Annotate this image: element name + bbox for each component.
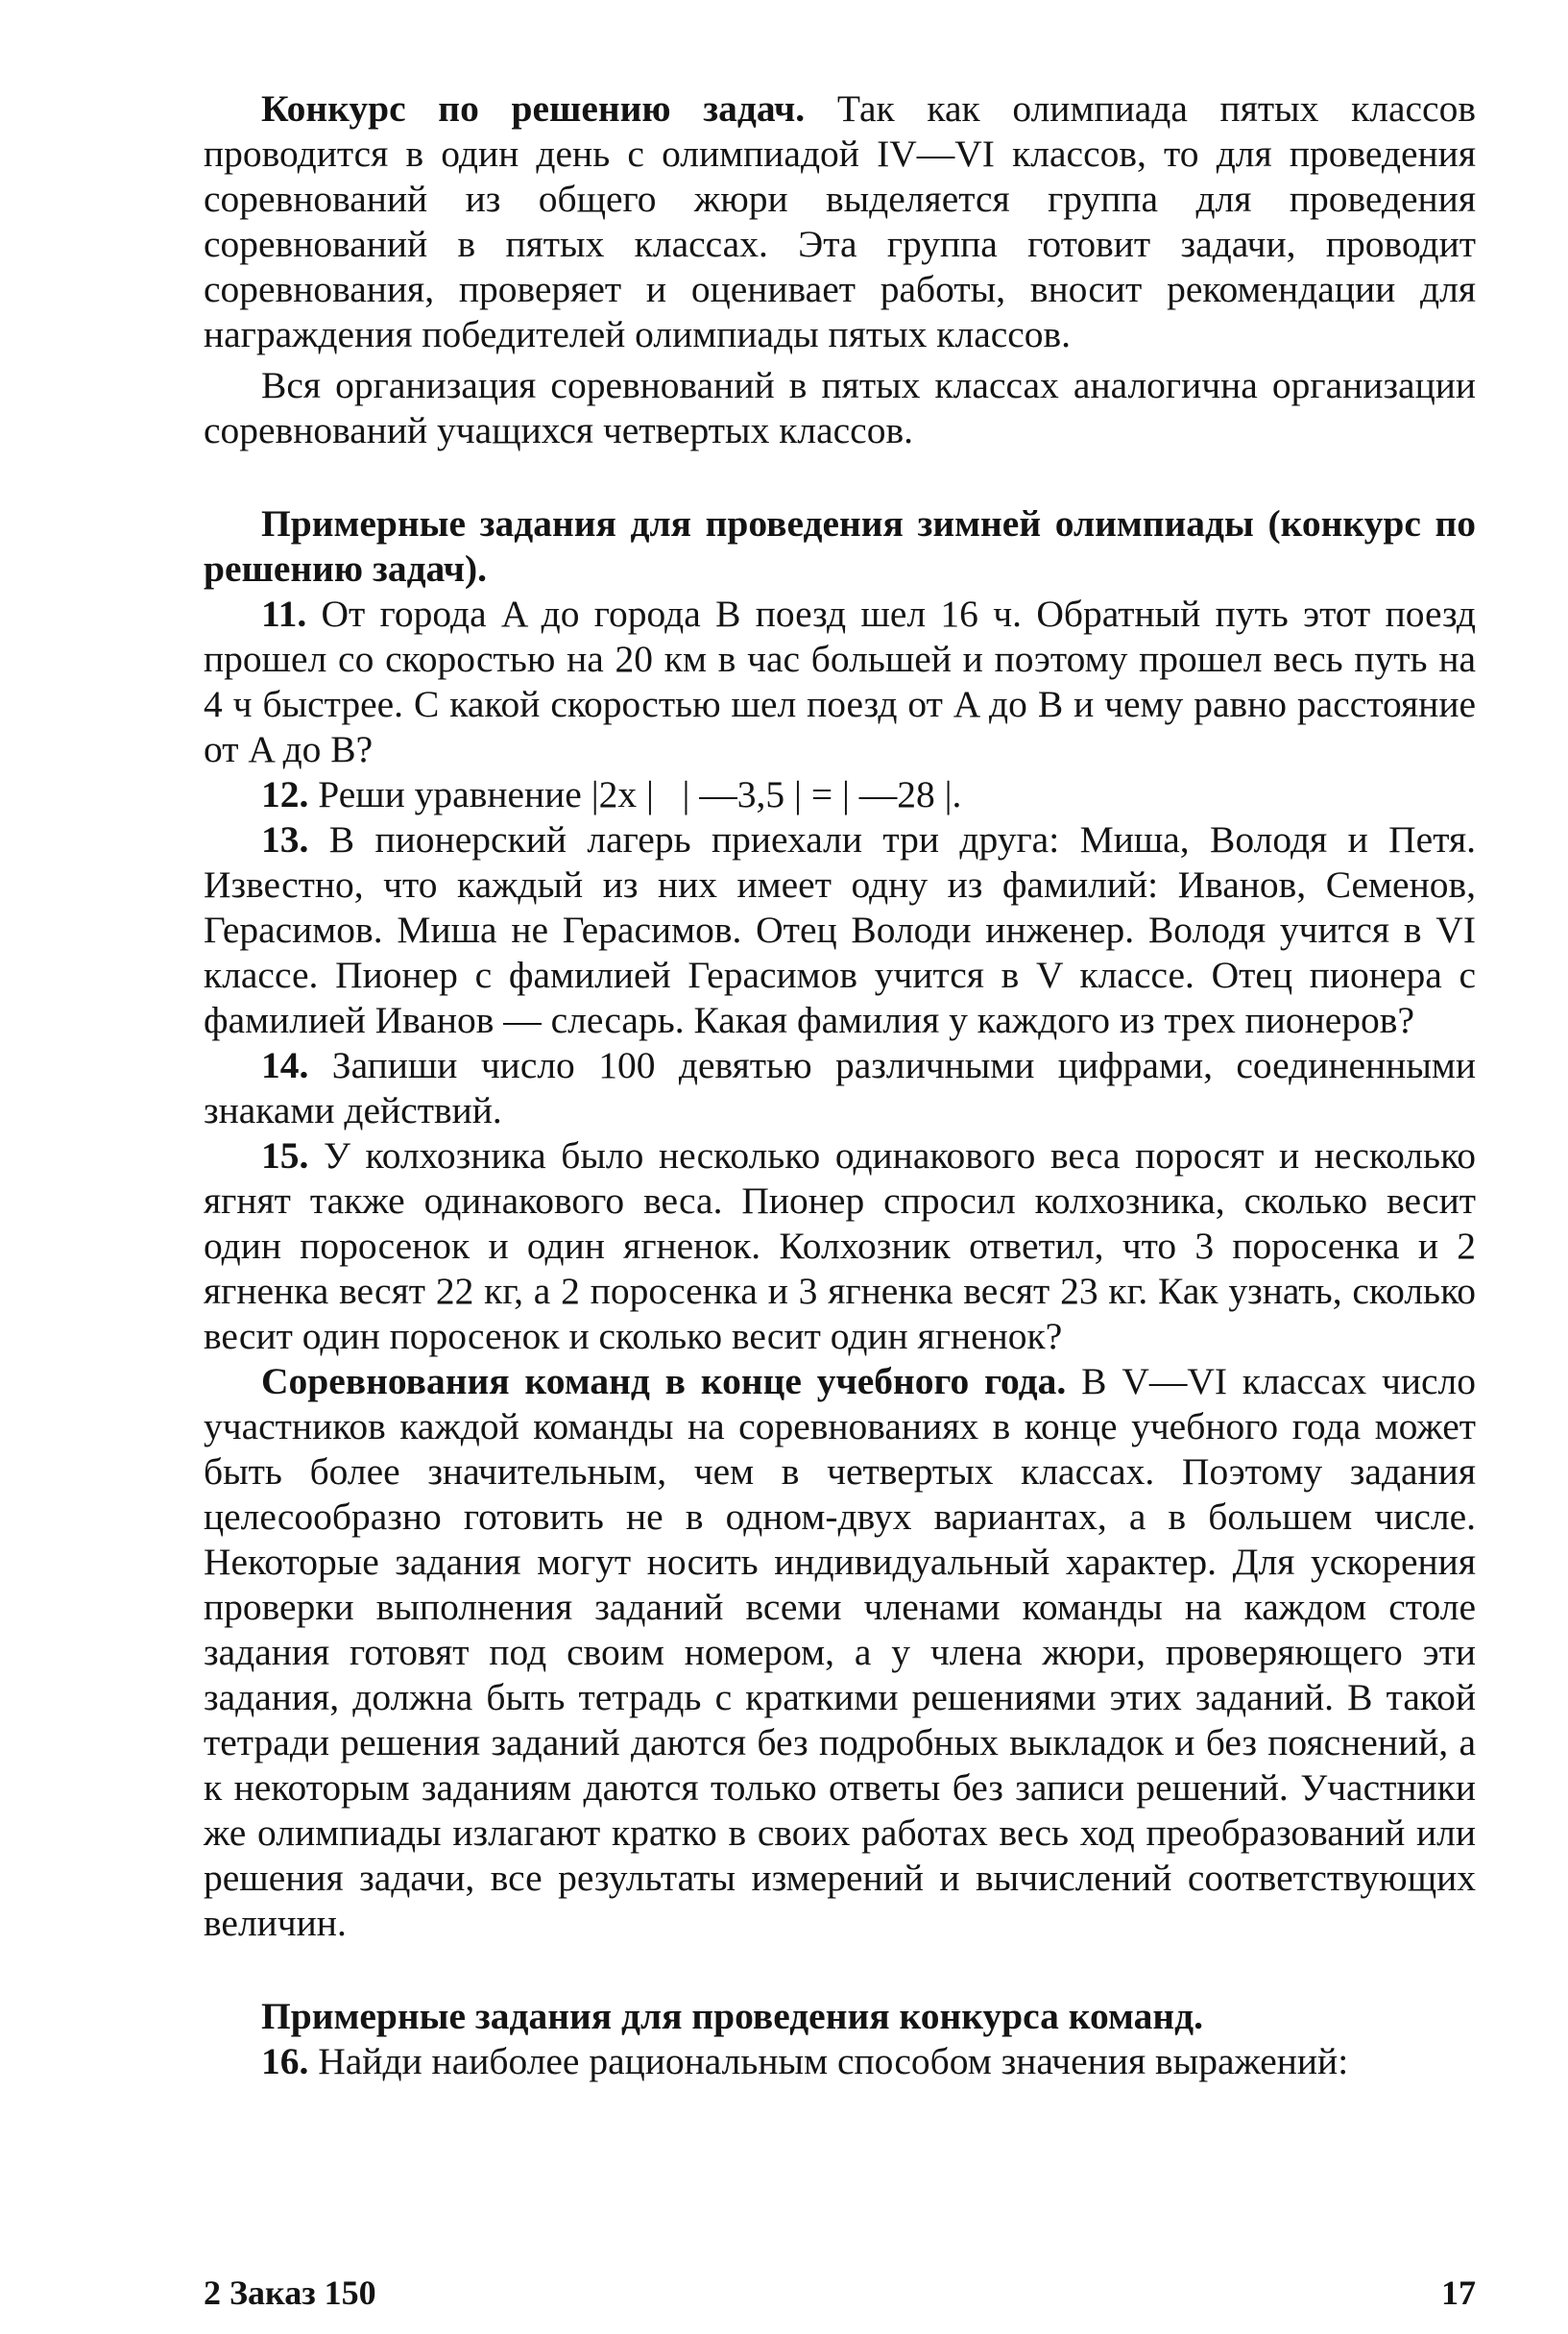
task-14 [204,1043,1476,1133]
printer-signature: 2 Заказ 150 [204,2273,376,2312]
paragraph-problem-contest [204,86,1476,357]
page-content [204,86,1476,2084]
task-16 [204,2039,1476,2084]
task-12 [204,772,1476,817]
heading-team-tasks: Примерные задания для проведения конкурса команд. [261,1995,1204,2037]
task-number: 15. [261,1134,309,1177]
task-number: 16. [261,2040,309,2082]
heading-winter-tasks: Примерные задания для проведения зимней олимпиады (конкурс по решению задач). [204,502,1476,590]
task-number: 14. [261,1044,309,1086]
task-number: 13. [261,818,309,861]
heading-year-end: Соревнования команд в конце учебного года. [261,1360,1067,1402]
heading-problem-contest: Конкурс по решению задач. [261,87,806,130]
problem-contest-body: Так как олимпиада пятых классов проводится в один день с олимпиадой IV—VI классов, то для проведения соревнований из общего жюри выделяется группа для проведения соревнований в пятых классах. Эта группа готовит задачи, проводит соревнования, проверяет и оценивает работы, вносит рекомендации для награждения победителей олимпиады пятых классов. [204,87,1476,355]
paragraph-organization: Вся организация соревнований в пятых классах аналогична организации соревнований учащихся четвертых классов. [204,364,1476,451]
task-13 [204,817,1476,1043]
task-text: В пионерский лагерь приехали три друга: Миша, Володя и Петя. Известно, что каждый из них имеет одну из фамилий: Иванов, Семенов, Герасимов. Миша не Герасимов. Отец Володи инженер. Володя учится в VI классе. Пионер с фамилией Герасимов учится в V классе. Отец пионера с фамилией Иванов — слесарь. Какая фамилия у каждого из трех пионеров? [204,818,1476,1041]
task-number: 12. [261,773,309,815]
page-number: 17 [1441,2273,1476,2312]
task-text: Найди наиболее рациональным способом значения выражений: [318,2040,1349,2082]
task-text: У колхозника было несколько одинакового веса поросят и несколько ягнят также одинакового веса. Пионер спросил колхозника, сколько весит один поросенок и один ягненок. Колхозник ответил, что 3 поросенка и 2 ягненка весят 22 кг, а 2 поросенка и 3 ягненка весят 23 кг. Как узнать, сколько весит один поросенок и сколько весит один ягненок? [204,1134,1477,1357]
year-end-body: В V—VI классах число участников каждой команды на соревнованиях в конце учебного года может быть более значительным, чем в четвертых классах. Поэтому задания целесообразно готовить не в одном-двух вариантах, а в большем числе. Некоторые задания могут носить индивидуальный характер. Для ускорения проверки выполнения заданий всеми членами команды на каждом столе задания готовят под своим номером, а у члена жюри, проверяющего эти задания, должна быть тетрадь с краткими решениями этих заданий. В такой тетради решения заданий даются без подробных выкладок и без пояснений, а к некоторым заданиям даются только ответы без записи решений. Участники же олимпиады излагают кратко в своих работах весь ход преобразований или решения задачи, все результаты измерений и вычислений соответствующих величин. [204,1360,1477,1944]
task-15 [204,1133,1476,1359]
task-text: От города A до города B поезд шел 16 ч. Обратный путь этот поезд прошел со скоростью на 20 км в час большей и поэтому прошел весь путь на 4 ч быстрее. С какой скоростью шел поезд от A до B и чему равно расстояние от A до B? [204,593,1476,770]
task-text: Реши уравнение |2x | | —3,5 | = | —28 |. [318,773,962,815]
task-number: 11. [261,593,307,635]
task-text: Запиши число 100 девятью различными цифрами, соединенными знаками действий. [204,1044,1476,1131]
task-11 [204,592,1476,772]
paragraph-year-end [204,1359,1476,1946]
